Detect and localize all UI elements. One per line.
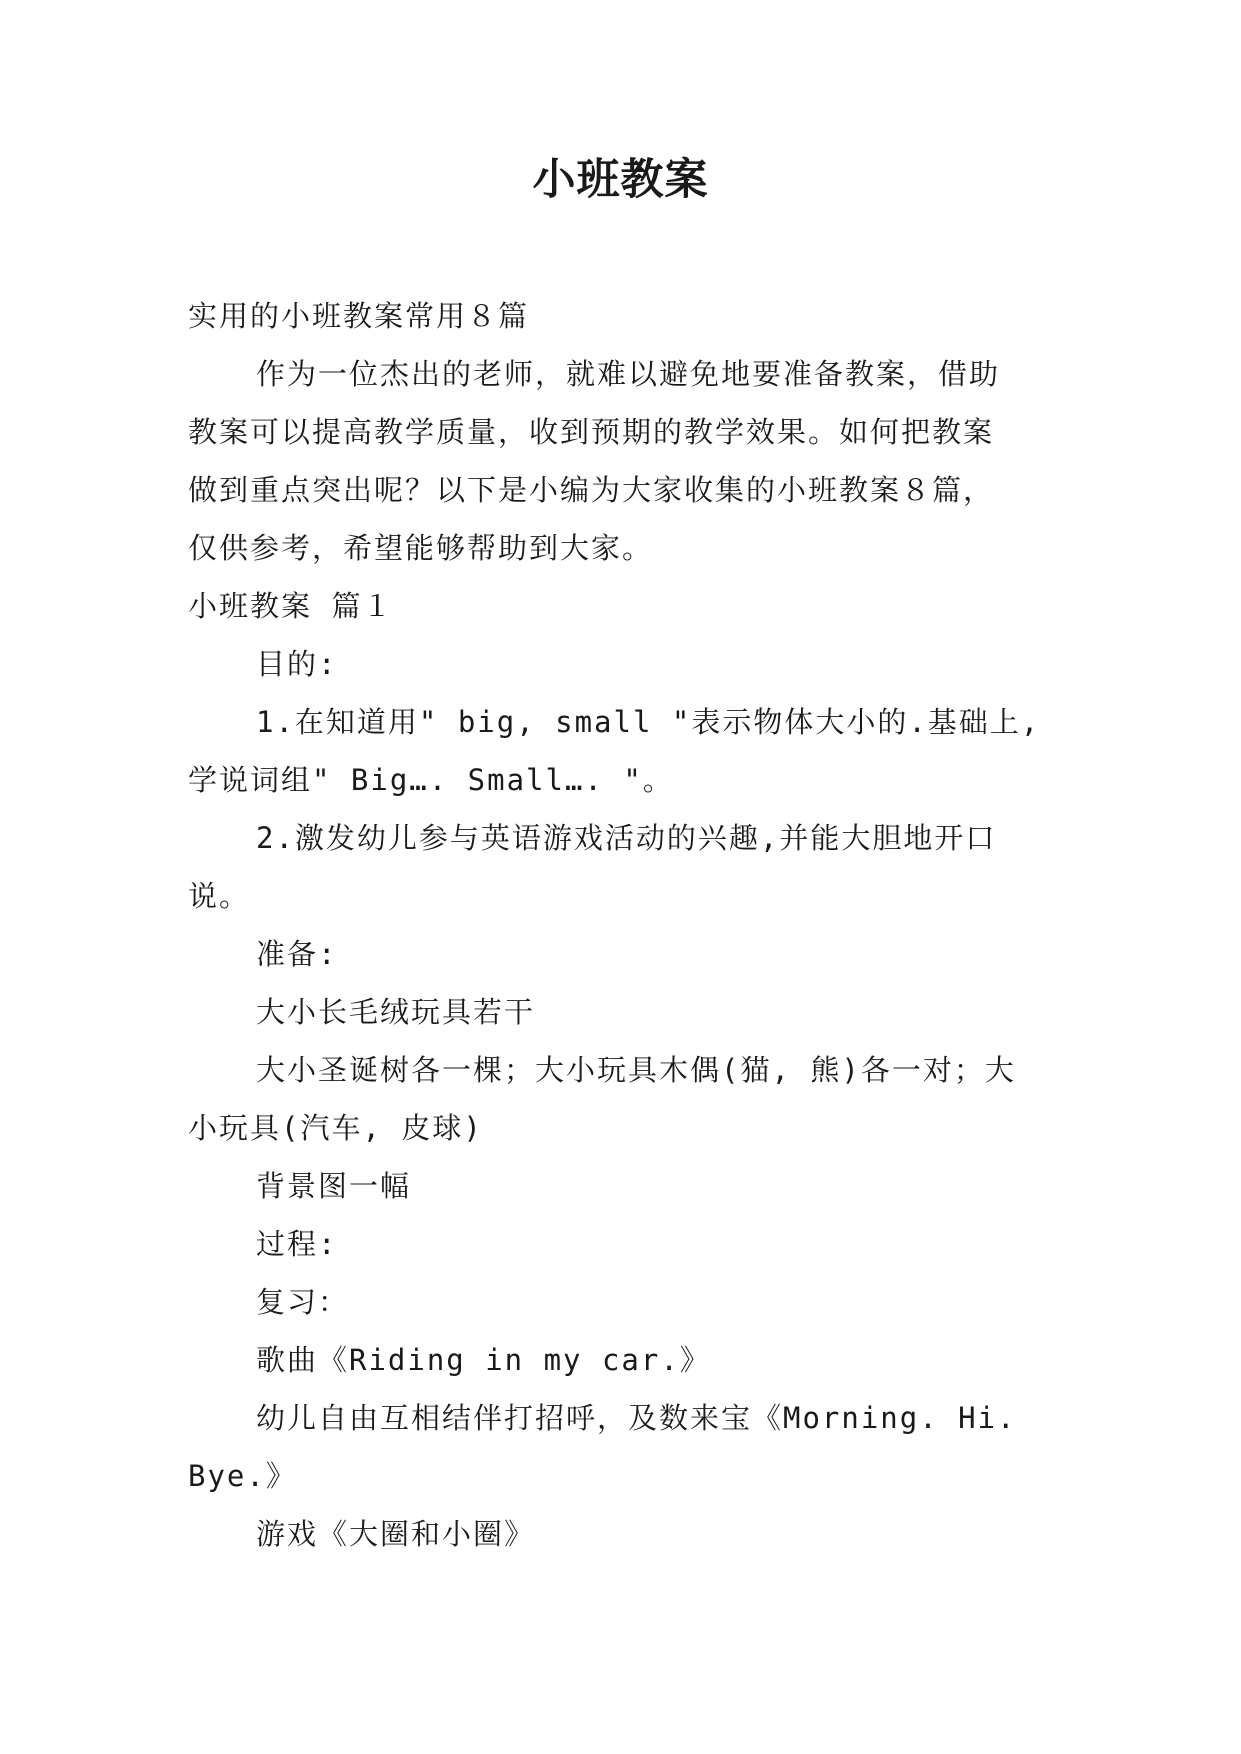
section-heading: 小班教案 篇１ xyxy=(188,589,394,623)
goal-heading: 目的: xyxy=(256,647,338,681)
review-item: Bye.》 xyxy=(188,1459,297,1493)
preparation-heading: 准备: xyxy=(256,937,338,971)
intro-paragraph-line: 教案可以提高教学质量，收到预期的教学效果。如何把教案 xyxy=(188,415,995,449)
preparation-item: 背景图一幅 xyxy=(256,1169,412,1203)
document-body xyxy=(188,287,1058,1563)
review-item: 幼儿自由互相结伴打招呼，及数来宝《Morning. Hi. xyxy=(256,1401,1017,1435)
goal-item-2-line: 2.激发幼儿参与英语游戏活动的兴趣,并能大胆地开口 xyxy=(256,821,997,855)
goal-item-1-line: 学说词组" Big…. Small…. "。 xyxy=(188,763,674,797)
review-heading: 复习： xyxy=(256,1285,350,1319)
subtitle-line: 实用的小班教案常用８篇 xyxy=(188,299,530,333)
goal-item-2-line: 说。 xyxy=(188,879,251,913)
review-item: 歌曲《Riding in my car.》 xyxy=(256,1343,711,1377)
intro-paragraph-line: 做到重点突出呢？以下是小编为大家收集的小班教案８篇， xyxy=(188,473,995,507)
intro-paragraph-line: 仅供参考，希望能够帮助到大家。 xyxy=(188,531,654,565)
preparation-item: 大小长毛绒玩具若干 xyxy=(256,995,536,1029)
process-heading: 过程: xyxy=(256,1227,338,1261)
preparation-item: 小玩具(汽车, 皮球) xyxy=(188,1111,483,1145)
preparation-item: 大小圣诞树各一棵；大小玩具木偶(猫, 熊)各一对；大 xyxy=(256,1053,1016,1087)
document-title: 小班教案 xyxy=(532,155,709,205)
review-item: 游戏《大圈和小圈》 xyxy=(256,1517,536,1551)
intro-paragraph-line: 作为一位杰出的老师，就难以避免地要准备教案，借助 xyxy=(256,357,1001,391)
goal-item-1-line: 1.在知道用" big, small "表示物体大小的.基础上, xyxy=(256,705,1041,739)
